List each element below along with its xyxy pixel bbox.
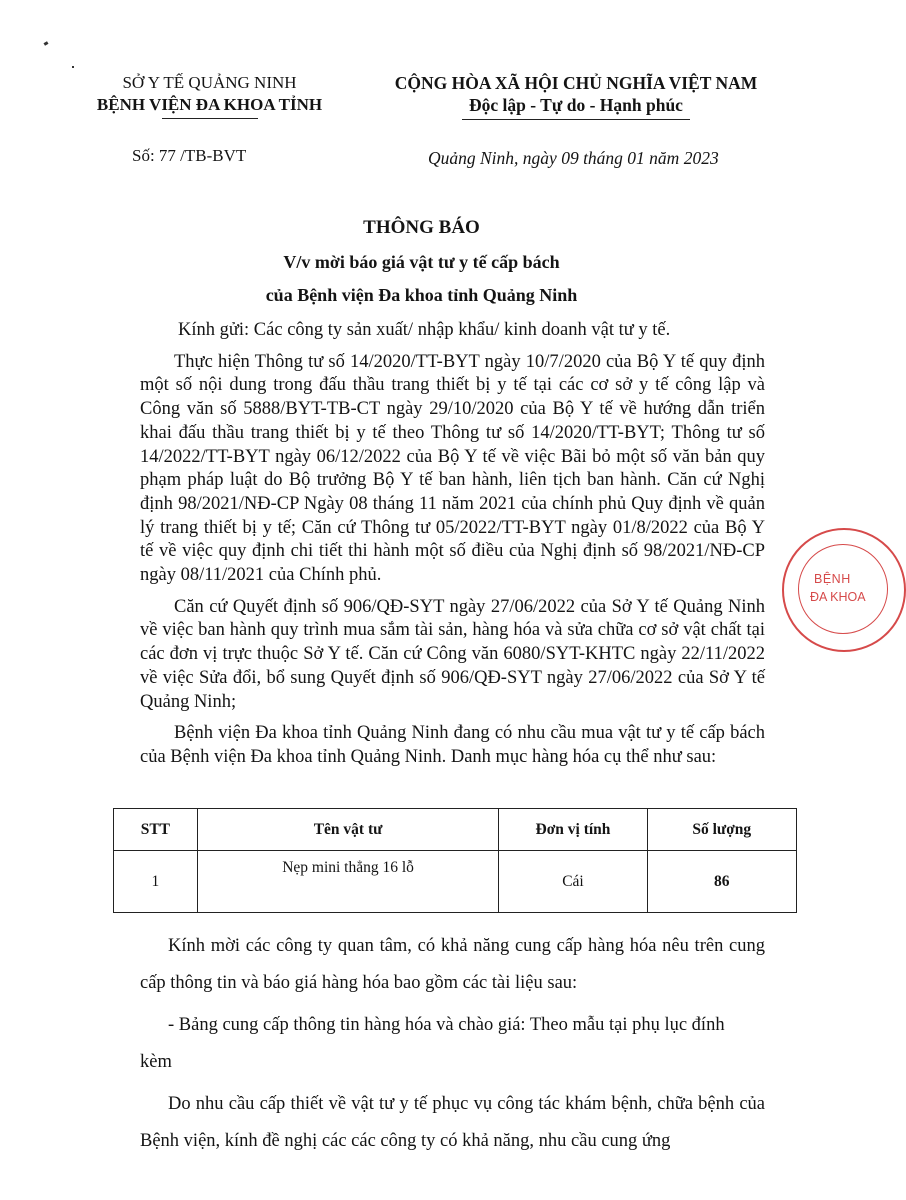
- closing-bullet-1: - Bảng cung cấp thông tin hàng hóa và chào giá: Theo mẫu tại phụ lục đính: [168, 1015, 725, 1035]
- stamp-inner-ring: [798, 544, 888, 634]
- issuing-agency-block: [92, 72, 327, 119]
- cell-item-name: Nẹp mini thẳng 16 lỗ: [197, 851, 499, 913]
- body-paragraph-1: Thực hiện Thông tư số 14/2020/TT-BYT ngày 10/7/2020 của Bộ Y tế quy định một số nội dung trong đấu thầu trang thiết bị y tế tại các cơ sở y tế công lập và Công văn số 5888/BYT-TB-CT ngày 29/10/2020 của Bộ Y tế về hướng dẫn triển khai đấu thầu trang thiết bị y tế theo Thông tư số 14/2020/TT-BYT; Thông tư số 14/2022/TT-BYT ngày 06/12/2022 của Bộ Y tế về việc Bãi bỏ một số văn bản quy phạm pháp luật do Bộ trưởng Bộ Y tế ban hành, liên tịch ban hành. Căn cứ Nghị định 98/2021/NĐ-CP Ngày 08 tháng 11 năm 2021 của chính phủ Quy định về quản lý trang thiết bị y tế; Căn cứ Thông tư 05/2022/TT-BYT ngày 01/8/2022 của Bộ Y tế về việc quy định chi tiết thi hành một số điều của Nghị định số 98/2021/NĐ-CP ngày 08/11/2021 của Chính phủ.: [140, 351, 765, 586]
- closing-paragraph-1: Kính mời các công ty quan tâm, có khả năng cung cấp hàng hóa nêu trên cung cấp thông tin và báo giá hàng hóa bao gồm các tài liệu sau:: [140, 936, 765, 993]
- table-row: [114, 851, 797, 913]
- motto-underline: [462, 119, 690, 120]
- agency-name: SỞ Y TẾ QUẢNG NINH: [122, 73, 297, 92]
- scan-speck: [72, 66, 74, 68]
- document-date: Quảng Ninh, ngày 09 tháng 01 năm 2023: [428, 148, 719, 168]
- cell-stt: 1: [114, 851, 198, 913]
- greeting: Kính gửi: Các công ty sản xuất/ nhập khẩu/ kinh doanh vật tư y tế.: [178, 320, 671, 340]
- body-paragraph-3: Bệnh viện Đa khoa tỉnh Quảng Ninh đang có nhu cầu mua vật tư y tế cấp bách của Bệnh viện Đa khoa tỉnh Quảng Ninh. Danh mục hàng hóa cụ thể như sau:: [140, 723, 765, 767]
- cell-unit: Cái: [499, 851, 647, 913]
- header-unit: Đơn vị tính: [499, 809, 647, 851]
- document-title: THÔNG BÁO: [363, 217, 480, 238]
- scan-speck: [44, 41, 49, 46]
- country-name: CỘNG HÒA XÃ HỘI CHỦ NGHĨA VIỆT NAM: [394, 73, 758, 93]
- red-seal-stamp: [782, 528, 906, 652]
- document-subject-line-1: V/v mời báo giá vật tư y tế cấp bách: [283, 252, 560, 272]
- hospital-name: BỆNH VIỆN ĐA KHOA TỈNH: [96, 95, 323, 114]
- motto: Độc lập - Tự do - Hạnh phúc: [469, 95, 683, 115]
- closing-paragraph-2: Do nhu cầu cấp thiết về vật tư y tế phục vụ công tác khám bệnh, chữa bệnh của Bệnh viện, kính đề nghị các các công ty có khả năng, nhu cầu cung ứng: [140, 1094, 765, 1151]
- body-paragraph-2: Căn cứ Quyết định số 906/QĐ-SYT ngày 27/06/2022 của Sở Y tế Quảng Ninh về việc ban hành quy trình mua sắm tài sản, hàng hóa và sửa chữa cơ sở vật chất tại các đơn vị trực thuộc Sở Y tế. Căn cứ Công văn 6080/SYT-KHTC ngày 22/11/2022 về việc Sửa đổi, bổ sung Quyết định số 906/QĐ-SYT ngày 27/06/2022 của Sở Y tế Quảng Ninh;: [140, 596, 765, 712]
- stamp-text-1: BỆNH: [814, 572, 851, 586]
- stamp-text-2: ĐA KHOA: [810, 590, 866, 604]
- cell-quantity: 86: [647, 851, 796, 913]
- national-motto-block: [366, 72, 786, 120]
- closing-bullet-1-continued: kèm: [140, 1052, 172, 1072]
- header-quantity: Số lượng: [647, 809, 796, 851]
- header-stt: STT: [114, 809, 198, 851]
- document-body: [140, 319, 765, 770]
- document-number: Số: 77 /TB-BVT: [132, 146, 247, 165]
- closing-section: [140, 928, 765, 1160]
- table-header-row: [114, 809, 797, 851]
- hospital-underline: [162, 118, 258, 119]
- items-table: [113, 808, 797, 913]
- document-subject-line-2: của Bệnh viện Đa khoa tỉnh Quảng Ninh: [265, 285, 578, 305]
- header-item-name: Tên vật tư: [197, 809, 499, 851]
